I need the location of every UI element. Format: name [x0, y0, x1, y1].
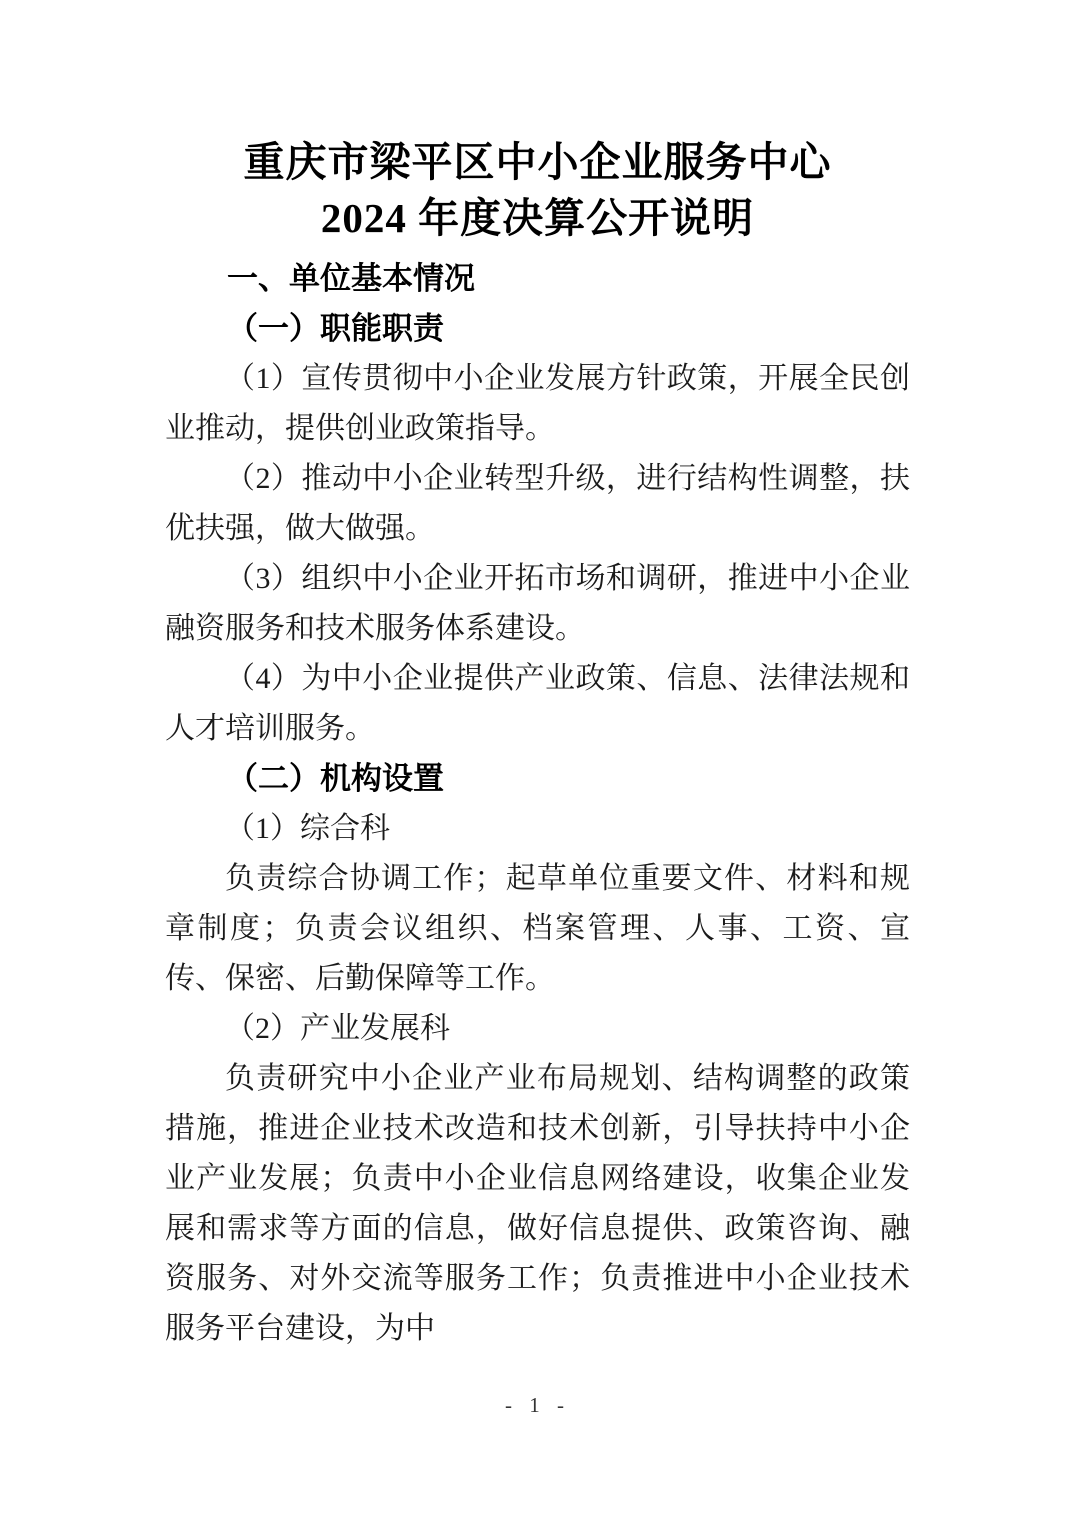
section-heading-basic-info: 一、单位基本情况 — [227, 261, 475, 296]
sub-heading-duties: （一）职能职责 — [227, 311, 444, 346]
page-number: - 1 - — [505, 1393, 570, 1417]
org-label-general-office: （1）综合科 — [225, 812, 390, 845]
doc-title-line2: 2024 年度决算公开说明 — [320, 195, 755, 241]
doc-title-line1: 重庆市梁平区中小企业服务中心 — [243, 139, 832, 185]
duty-paragraph-2: （2）推动中小企业转型升级，进行结构性调整，扶优扶强，做大做强。 — [165, 462, 910, 545]
sub-heading-org-setup: （二）机构设置 — [227, 761, 444, 796]
duty-paragraph-1: （1）宣传贯彻中小企业发展方针政策，开展全民创业推动，提供创业政策指导。 — [165, 362, 910, 445]
org-label-industry-development: （2）产业发展科 — [225, 1012, 450, 1045]
duty-paragraph-3: （3）组织中小企业开拓市场和调研，推进中小企业融资服务和技术服务体系建设。 — [165, 562, 910, 645]
org-body-general-office: 负责综合协调工作；起草单位重要文件、材料和规章制度；负责会议组织、档案管理、人事、工资、宣传、保密、后勤保障等工作。 — [165, 862, 910, 995]
org-body-industry-development: 负责研究中小企业产业布局规划、结构调整的政策措施，推进企业技术改造和技术创新，引导扶持中小企业产业发展；负责中小企业信息网络建设，收集企业发展和需求等方面的信息，做好信息提供、政策咨询、融资服务、对外交流等服务工作；负责推进中小企业技术服务平台建设，为中 — [165, 1062, 910, 1345]
duty-paragraph-4: （4）为中小企业提供产业政策、信息、法律法规和人才培训服务。 — [165, 662, 910, 745]
